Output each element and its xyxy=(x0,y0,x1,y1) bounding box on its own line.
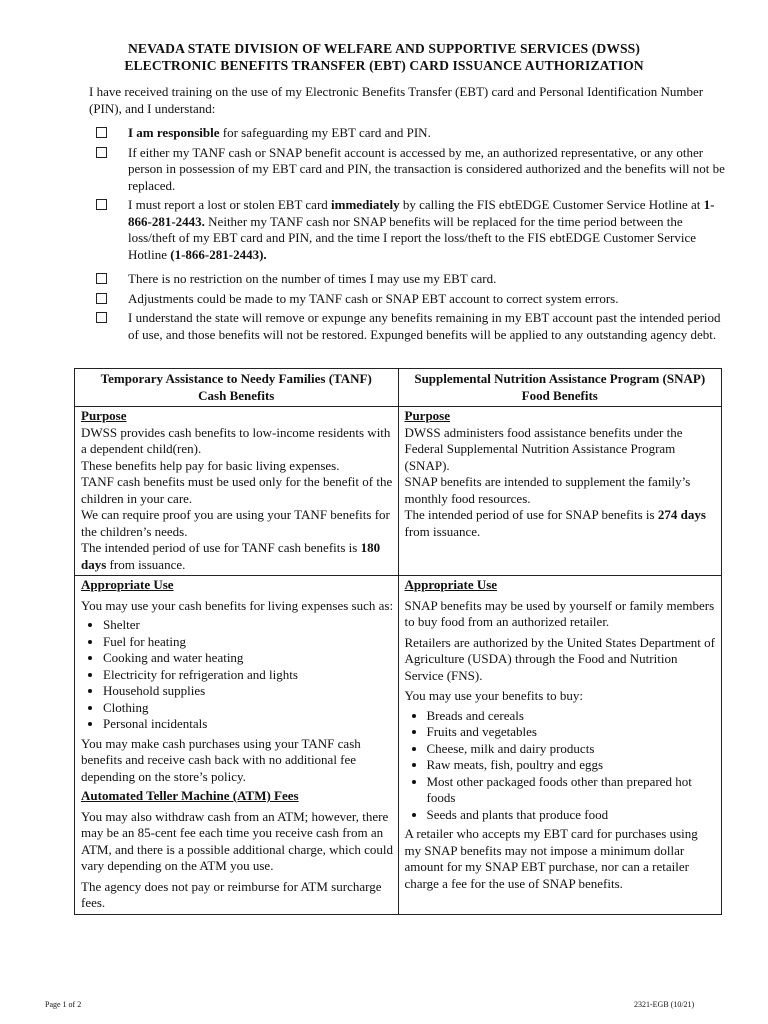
list-item: • Raw meats, fish, poultry and eggs xyxy=(427,757,718,774)
checkbox[interactable] xyxy=(96,199,107,210)
checklist-text xyxy=(128,125,728,142)
checkbox[interactable] xyxy=(96,293,107,304)
paragraph: TANF cash benefits must be used only for the benefit of the children in your care. xyxy=(81,474,393,506)
list-item: • Most other packaged foods other than prepared hot foods xyxy=(427,774,718,807)
checkbox[interactable] xyxy=(96,312,107,323)
checkbox[interactable] xyxy=(96,273,107,284)
benefits-table xyxy=(74,368,722,915)
checklist-text: I understand the state will remove or expunge any benefits remaining in my EBT account past the intended period of use, and those benefits will not be restored. Expunged benefits will be applied to any outstanding agency debt. xyxy=(128,310,721,342)
header-text: Food Benefits xyxy=(521,387,598,403)
list-item: • Seeds and plants that produce food xyxy=(427,807,718,824)
table-header-row xyxy=(75,369,722,407)
text: from issuance. xyxy=(106,556,186,572)
tanf-purpose-cell xyxy=(75,407,399,576)
paragraph: SNAP benefits are intended to supplement the family’s monthly food resources. xyxy=(404,474,691,506)
paragraph xyxy=(405,507,718,540)
checklist-text: If either my TANF cash or SNAP benefit account is accessed by me, an authorized representative, or any other person in possession of my EBT card and PIN, the transaction is considered authorized and the benefits will not be replaced. xyxy=(128,144,725,193)
section-heading: Appropriate Use xyxy=(404,577,498,592)
section-heading: Purpose xyxy=(81,408,127,423)
tanf-use-cell xyxy=(75,576,399,915)
header-text: Temporary Assistance to Needy Families (TANF) xyxy=(100,371,372,386)
paragraph: We can require proof you are using your TANF benefits for the children’s needs. xyxy=(81,507,390,539)
intro-paragraph: I have received training on the use of my Electronic Benefits Transfer (EBT) card and Personal Identification Number (PIN), and I understand: xyxy=(89,84,704,116)
checklist-item xyxy=(96,125,728,142)
bold-text: 274 days xyxy=(657,507,706,522)
paragraph: DWSS administers food assistance benefits under the Federal Supplemental Nutrition Assistance Program (SNAP). xyxy=(404,424,683,473)
bold-text: I am responsible xyxy=(128,125,220,140)
section-heading: Purpose xyxy=(404,408,450,423)
paragraph: A retailer who accepts my EBT card for purchases using my SNAP benefits may not impose a minimum dollar amount for my SNAP EBT purchase, nor can a retailer charge a fee for the use of SNAP benefits. xyxy=(404,826,698,891)
hotline-number: 1-866-281-2443. xyxy=(128,197,715,229)
paragraph: You may make cash purchases using your TANF cash benefits and receive cash back with no additional fee depending on the store’s policy. xyxy=(81,735,361,784)
header-title-line1: NEVADA STATE DIVISION OF WELFARE AND SUPPORTIVE SERVICES (DWSS) xyxy=(128,41,640,56)
list-item: • Cooking and water heating xyxy=(103,650,394,667)
text: by calling the FIS ebtEDGE Customer Service Hotline at xyxy=(399,197,704,212)
section-heading: Automated Teller Machine (ATM) Fees xyxy=(81,788,299,803)
list-item: • Cheese, milk and dairy products xyxy=(427,741,718,758)
list-item: • Personal incidentals xyxy=(103,716,394,733)
header-text: Supplemental Nutrition Assistance Program (SNAP) xyxy=(414,371,706,386)
paragraph: SNAP benefits may be used by yourself or family members to buy food from an authorized retailer. xyxy=(404,597,715,629)
purpose-row xyxy=(75,407,722,576)
checkbox[interactable] xyxy=(96,127,107,138)
list-item: • Breads and cereals xyxy=(427,708,718,725)
acknowledgement-checklist xyxy=(96,125,728,343)
checkbox[interactable] xyxy=(96,147,107,158)
appropriate-use-row xyxy=(75,576,722,915)
list-item: • Shelter xyxy=(103,617,394,634)
paragraph: Retailers are authorized by the United States Department of Agriculture (USDA) through the Food and Nutrition Service (FNS). xyxy=(404,634,715,683)
snap-use-cell xyxy=(398,576,722,915)
paragraph: You may use your cash benefits for living expenses such as: xyxy=(81,597,394,613)
snap-purpose-cell xyxy=(398,407,722,576)
checklist-item xyxy=(96,197,728,263)
checklist-item xyxy=(96,310,728,343)
tanf-use-list xyxy=(81,617,394,733)
text: from issuance. xyxy=(404,523,481,539)
text: for safeguarding my EBT card and PIN. xyxy=(219,125,431,140)
snap-header xyxy=(398,369,722,407)
checklist-item xyxy=(96,271,728,288)
list-item: • Fruits and vegetables xyxy=(427,724,718,741)
paragraph xyxy=(81,540,394,573)
tanf-header xyxy=(75,369,399,407)
bold-text: 180 days xyxy=(81,540,381,572)
list-item: • Fuel for heating xyxy=(103,634,394,651)
list-item: • Electricity for refrigeration and lights xyxy=(103,667,394,684)
section-heading: Appropriate Use xyxy=(81,577,174,592)
paragraph: The agency does not pay or reimburse for ATM surcharge fees. xyxy=(81,878,382,910)
form-id: 2321-EGB (10/21) xyxy=(634,1000,695,1009)
page-number: Page 1 of 2 xyxy=(45,1000,82,1009)
snap-use-list xyxy=(405,708,718,824)
paragraph: You may also withdraw cash from an ATM; however, there may be an 85-cent fee each time you receive cash from an ATM, and there is a possible additional charge, which could vary depending on the ATM you use. xyxy=(81,808,394,873)
checklist-item xyxy=(96,145,728,195)
hotline-number: (1-866-281-2443). xyxy=(170,246,267,262)
header-text: Cash Benefits xyxy=(198,387,275,403)
text: I must report a lost or stolen EBT card xyxy=(128,197,332,212)
paragraph: DWSS provides cash benefits to low-income residents with a dependent child(ren). xyxy=(81,424,391,456)
paragraph: These benefits help pay for basic living expenses. xyxy=(81,457,340,473)
text: The intended period of use for SNAP benefits is xyxy=(404,507,658,522)
checklist-text xyxy=(128,197,728,263)
list-item: • Clothing xyxy=(103,700,394,717)
header-title-line2: ELECTRONIC BENEFITS TRANSFER (EBT) CARD ISSUANCE AUTHORIZATION xyxy=(124,58,644,73)
bold-text: immediately xyxy=(331,197,400,212)
text: Neither my TANF cash nor SNAP benefits will be replaced for the time period between the loss/theft of my EBT card and PIN, and the time I report the loss/theft to the FIS ebtEDGE Customer Service Hotline xyxy=(128,213,697,262)
paragraph: You may use your benefits to buy: xyxy=(404,688,584,703)
text: The intended period of use for TANF cash benefits is xyxy=(81,540,361,555)
list-item: • Household supplies xyxy=(103,683,394,700)
checklist-text: Adjustments could be made to my TANF cash or SNAP EBT account to correct system errors. xyxy=(128,290,619,306)
checklist-text: There is no restriction on the number of times I may use my EBT card. xyxy=(128,271,497,286)
checklist-item xyxy=(96,291,728,308)
